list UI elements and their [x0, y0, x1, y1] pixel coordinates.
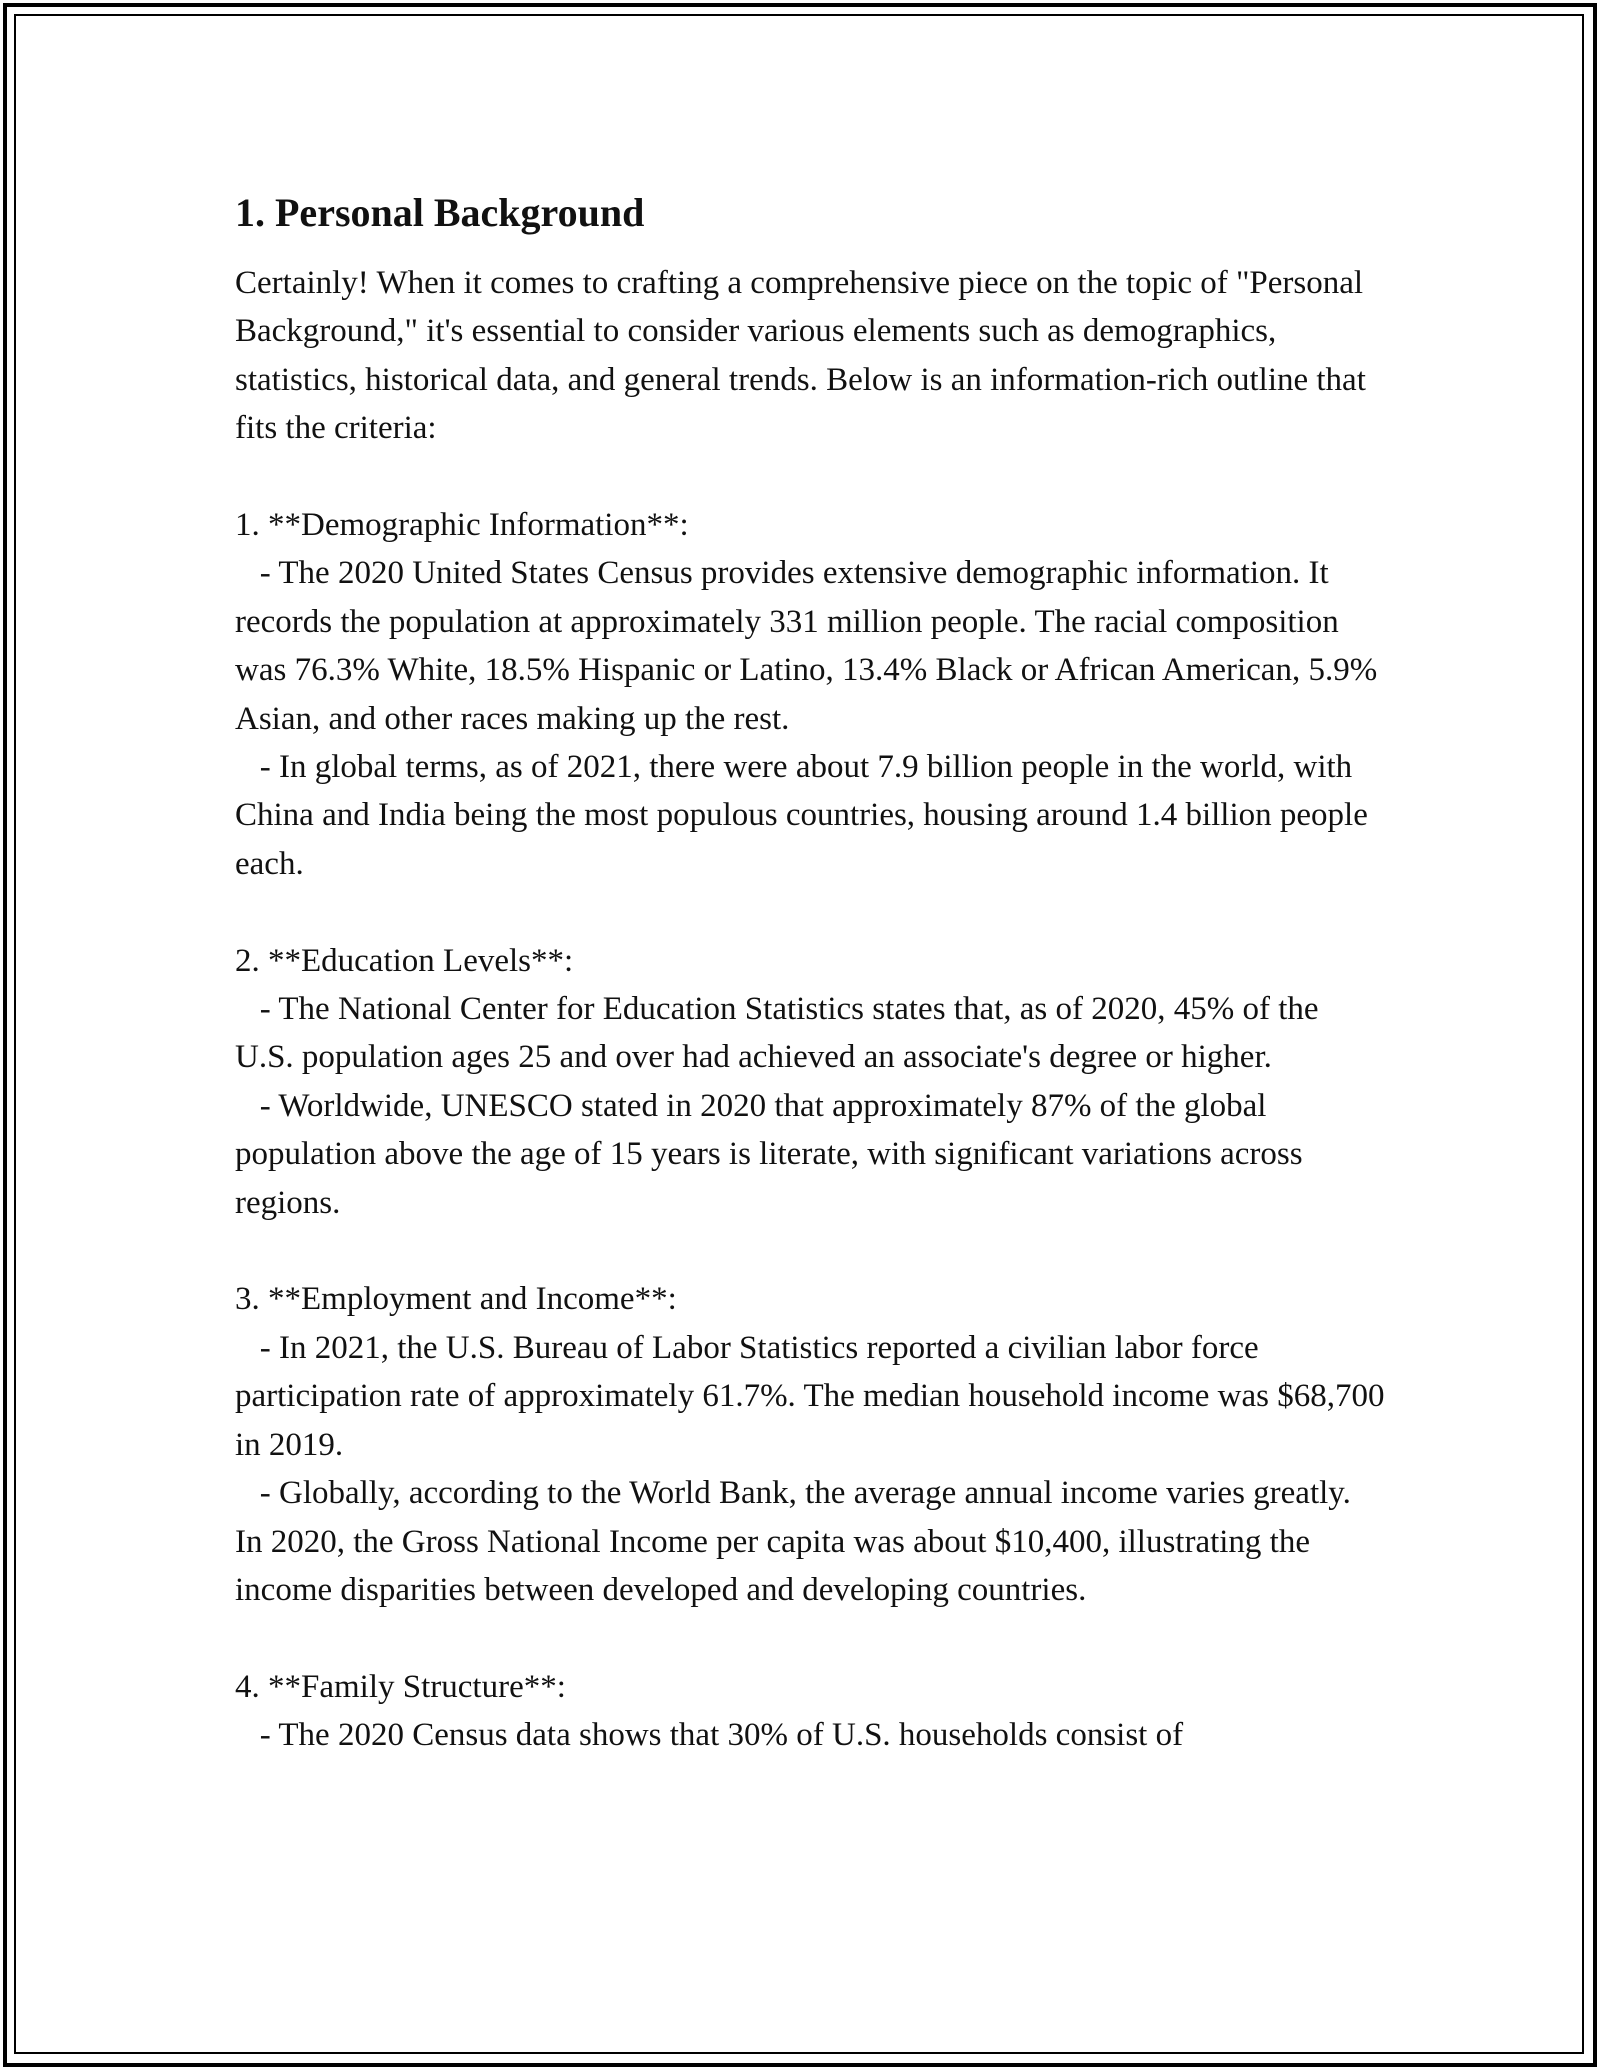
outline-item-title: 3. **Employment and Income**: — [235, 1281, 677, 1318]
intro-paragraph: Certainly! When it comes to crafting a comprehensive piece on the topic of "Personal Background," it's essential to consider various elements such as demographics, statistics, historical data, and general trends. Below is an information-rich outline that fits the criteria: — [235, 265, 1375, 447]
outline-bullet — [235, 1082, 1385, 1227]
outline-section-employment — [235, 1275, 1393, 1614]
outline-bullet-text: - The 2020 Census data shows that 30% of U.S. households consist of — [259, 1717, 1184, 1754]
outline-bullet — [235, 1711, 1385, 1759]
outline-bullet-text: - In global terms, as of 2021, there were about 7.9 billion people in the world, with China and India being the most populous countries, housing around 1.4 billion people each. — [235, 749, 1377, 882]
outline-bullet — [235, 743, 1385, 888]
outline-bullet — [235, 549, 1385, 743]
paragraph-gap — [235, 888, 1385, 936]
outline-section-demographics — [235, 501, 1385, 888]
outline-item-title: 4. **Family Structure**: — [235, 1668, 566, 1705]
outline-bullet-text: - The 2020 United States Census provides extensive demographic information. It records the population at approximately 331 million people. The racial composition was 76.3% White, 18.5% Hispanic or Latino, 13.4% Black or African American, 5.9% Asian, and other races making up the rest. — [235, 555, 1384, 737]
outline-bullet-text: - Globally, according to the World Bank, the average annual income varies greatly. In 2020, the Gross National Income per capita was about $10,400, illustrating the income disparities between developed and developing countries. — [235, 1475, 1360, 1608]
outline-bullet-text: - Worldwide, UNESCO stated in 2020 that approximately 87% of the global population above the age of 15 years is literate, with significant variations across regions. — [235, 1087, 1311, 1221]
outline-item-title: 1. **Demographic Information**: — [235, 507, 689, 544]
outline-bullet — [235, 1469, 1385, 1614]
section-heading: 1. Personal Background — [235, 190, 645, 235]
paragraph-gap — [235, 1614, 1385, 1662]
document-body — [235, 185, 1393, 1760]
outline-bullet — [235, 985, 1385, 1082]
outline-bullet-text: - The National Center for Education Statistics states that, as of 2020, 45% of the U.S. population ages 25 and over had achieved an associate's degree or higher. — [235, 991, 1327, 1076]
outline-section-family — [235, 1663, 1385, 1760]
outline-item-title: 2. **Education Levels**: — [235, 942, 574, 979]
outline-bullet — [235, 1324, 1393, 1469]
outline-section-education — [235, 937, 1385, 1227]
outline-bullet-text: - In 2021, the U.S. Bureau of Labor Statistics reported a civilian labor force participation rate of approximately 61.7%. The median household income was $68,700 in 2019. — [235, 1329, 1393, 1463]
paragraph-gap — [235, 453, 1385, 501]
paragraph-gap — [235, 1227, 1385, 1275]
